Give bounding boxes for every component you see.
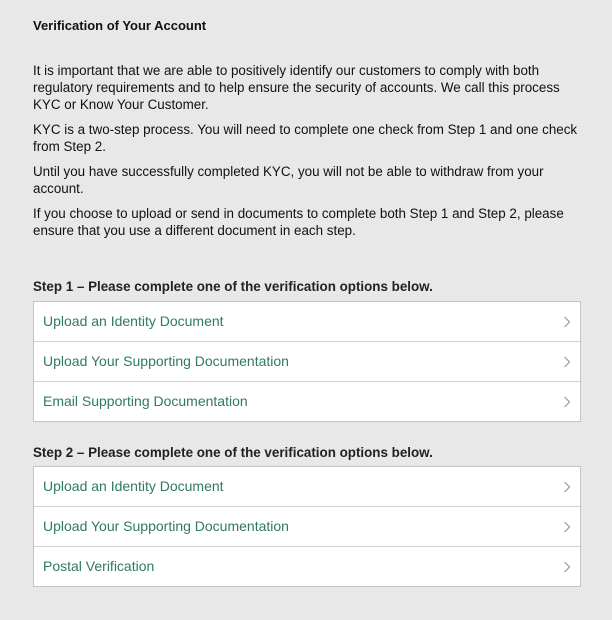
intro-paragraph: KYC is a two-step process. You will need to complete one check from Step 1 and one check from Step 2. xyxy=(33,122,578,154)
chevron-right-icon xyxy=(563,561,571,573)
option-label: Upload Your Supporting Documentation xyxy=(43,518,289,534)
option-label: Upload Your Supporting Documentation xyxy=(43,353,289,369)
step2-heading: Step 2 – Please complete one of the verification options below. xyxy=(33,445,433,460)
chevron-right-icon xyxy=(563,396,571,408)
intro-paragraph: If you choose to upload or send in documents to complete both Step 1 and Step 2, please ensure that you use a different document in each step. xyxy=(33,206,564,238)
step2-options-list xyxy=(33,466,581,587)
step2-postal-verification-option[interactable] xyxy=(34,547,580,587)
option-label: Email Supporting Documentation xyxy=(43,393,248,409)
step2-upload-identity-option[interactable] xyxy=(34,467,580,507)
intro-text xyxy=(33,62,588,247)
step1-options-list xyxy=(33,301,581,422)
option-label: Upload an Identity Document xyxy=(43,313,224,329)
option-label: Postal Verification xyxy=(43,558,155,574)
option-label: Upload an Identity Document xyxy=(43,478,224,494)
step1-email-supporting-option[interactable] xyxy=(34,382,580,422)
step1-upload-supporting-option[interactable] xyxy=(34,342,580,382)
chevron-right-icon xyxy=(563,316,571,328)
chevron-right-icon xyxy=(563,481,571,493)
step1-heading: Step 1 – Please complete one of the verification options below. xyxy=(33,279,433,294)
step1-upload-identity-option[interactable] xyxy=(34,302,580,342)
step2-upload-supporting-option[interactable] xyxy=(34,507,580,547)
chevron-right-icon xyxy=(563,356,571,368)
page-title: Verification of Your Account xyxy=(33,18,207,33)
intro-paragraph: It is important that we are able to positively identify our customers to comply with both regulatory requirements and to help ensure the security of accounts. We call this process KYC or Know Your Customer. xyxy=(33,63,560,112)
intro-paragraph: Until you have successfully completed KYC, you will not be able to withdraw from your account. xyxy=(33,164,544,196)
chevron-right-icon xyxy=(563,521,571,533)
